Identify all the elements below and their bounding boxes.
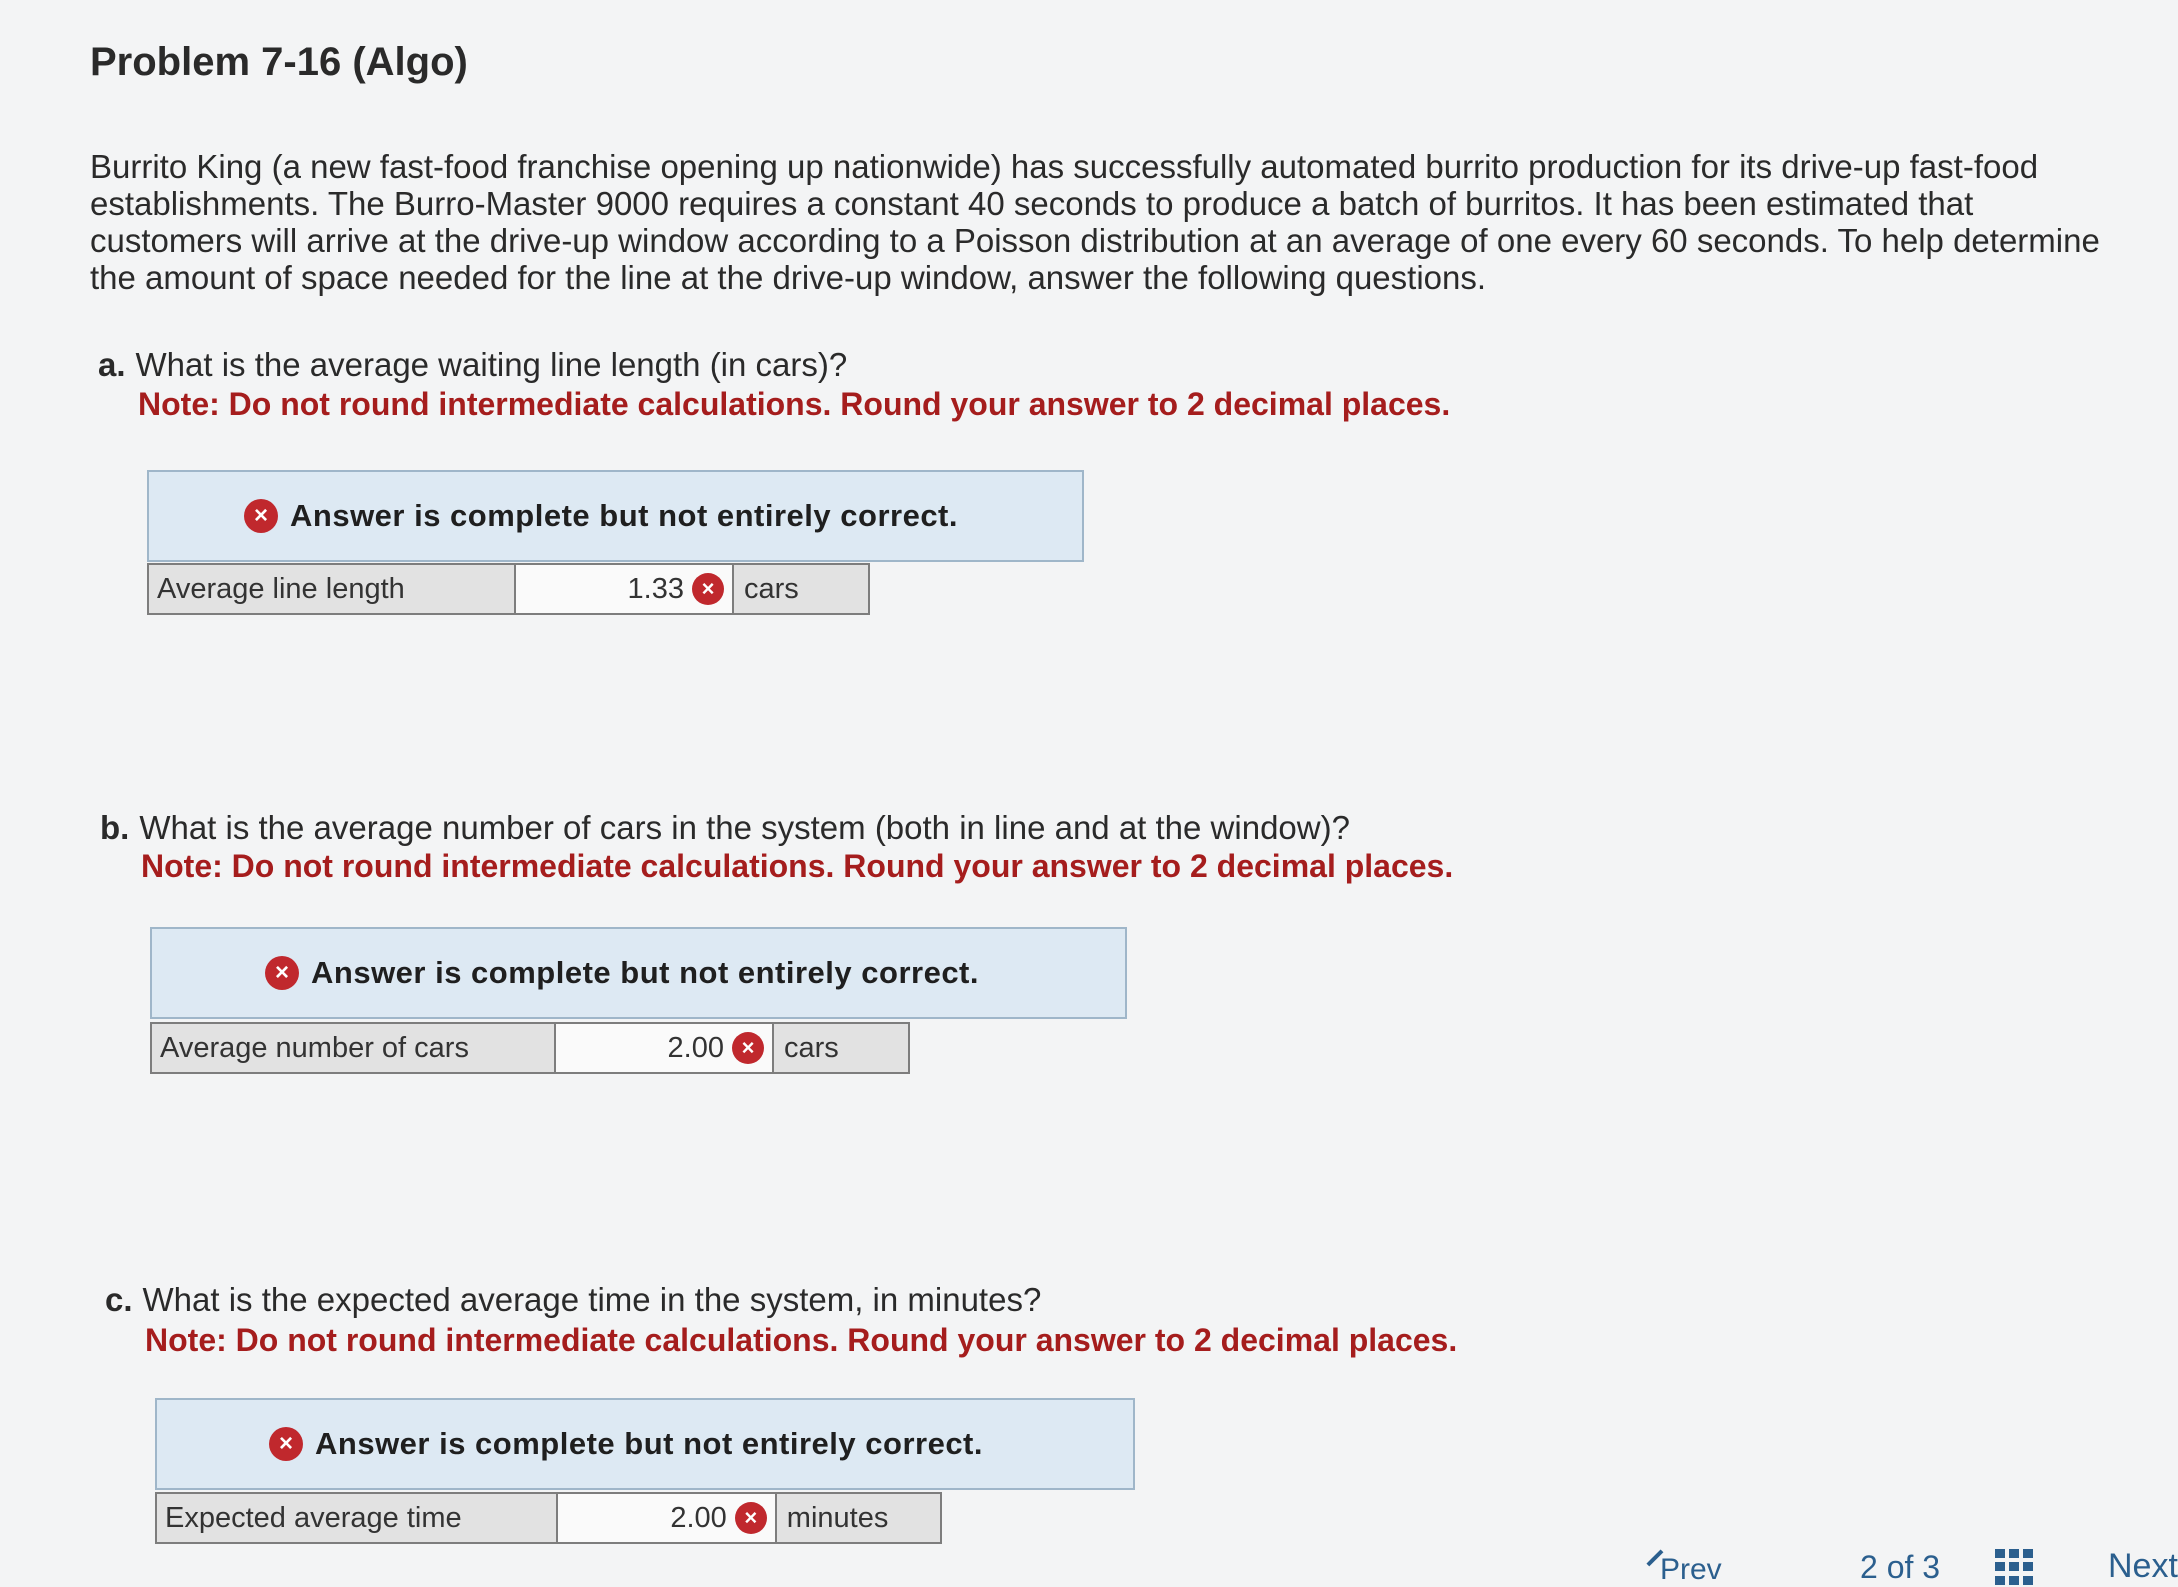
question-b-feedback: [150, 927, 1127, 1019]
incorrect-icon: ×: [265, 956, 299, 990]
question-text: What is the expected average time in the system, in minutes?: [142, 1281, 1042, 1318]
feedback-text: Answer is complete but not entirely correct.: [290, 498, 958, 533]
answer-value: 2.00: [667, 1031, 724, 1064]
answer-value-field[interactable]: [556, 1024, 774, 1072]
next-button[interactable]: Next: [2108, 1547, 2178, 1585]
question-a-answer-row: [147, 563, 870, 615]
question-c-answer-row: [155, 1492, 942, 1544]
page-of: of: [1886, 1549, 1914, 1585]
question-b-note: Note: Do not round intermediate calculations. Round your answer to 2 decimal places.: [141, 848, 1454, 884]
answer-unit: cars: [734, 565, 868, 613]
question-a: [98, 345, 847, 385]
question-c-feedback: [155, 1398, 1135, 1490]
question-c: [105, 1280, 1041, 1320]
page-indicator: [1860, 1549, 1940, 1586]
incorrect-icon: ×: [692, 573, 724, 605]
question-text: What is the average number of cars in the system (both in line and at the window)?: [139, 809, 1350, 846]
prev-button[interactable]: Prev: [1660, 1553, 1722, 1586]
answer-unit: minutes: [777, 1494, 940, 1542]
question-c-note: Note: Do not round intermediate calculations. Round your answer to 2 decimal places.: [145, 1322, 1458, 1358]
question-grid-icon[interactable]: [1995, 1549, 2035, 1585]
question-letter: a.: [98, 346, 126, 383]
problem-intro: Burrito King (a new fast-food franchise opening up nationwide) has successfully automated burrito production for its drive-up fast-food establishments. The Burro-Master 9000 requires a constant 40 seconds to produce a batch of burritos. It has been estimated that customers will arrive at the drive-up window according to a Poisson distribution at an average of one every 60 seconds. To help determine the amount of space needed for the line at the drive-up window, answer the following questions.: [90, 148, 2100, 296]
incorrect-icon: ×: [732, 1032, 764, 1064]
answer-label: Average line length: [149, 565, 516, 613]
question-a-note: Note: Do not round intermediate calculations. Round your answer to 2 decimal places.: [138, 386, 1451, 422]
answer-label: Average number of cars: [152, 1024, 556, 1072]
question-a-feedback: [147, 470, 1084, 562]
answer-value: 2.00: [670, 1501, 727, 1534]
incorrect-icon: ×: [269, 1427, 303, 1461]
answer-unit: cars: [774, 1024, 908, 1072]
page-current: 2: [1860, 1549, 1878, 1585]
answer-value-field[interactable]: [516, 565, 734, 613]
feedback-text: Answer is complete but not entirely correct.: [315, 1426, 983, 1461]
question-text: What is the average waiting line length (in cars)?: [135, 346, 848, 383]
page-total: 3: [1922, 1549, 1941, 1585]
answer-label: Expected average time: [157, 1494, 558, 1542]
answer-value: 1.33: [627, 572, 684, 605]
question-b: [100, 808, 1350, 848]
incorrect-icon: ×: [735, 1502, 767, 1534]
feedback-text: Answer is complete but not entirely correct.: [311, 955, 979, 990]
question-b-answer-row: [150, 1022, 910, 1074]
question-letter: b.: [100, 809, 130, 846]
problem-title: Problem 7-16 (Algo): [90, 40, 468, 84]
answer-value-field[interactable]: [558, 1494, 777, 1542]
assignment-footer: [0, 1545, 2178, 1586]
incorrect-icon: ×: [244, 499, 278, 533]
question-letter: c.: [105, 1281, 133, 1318]
